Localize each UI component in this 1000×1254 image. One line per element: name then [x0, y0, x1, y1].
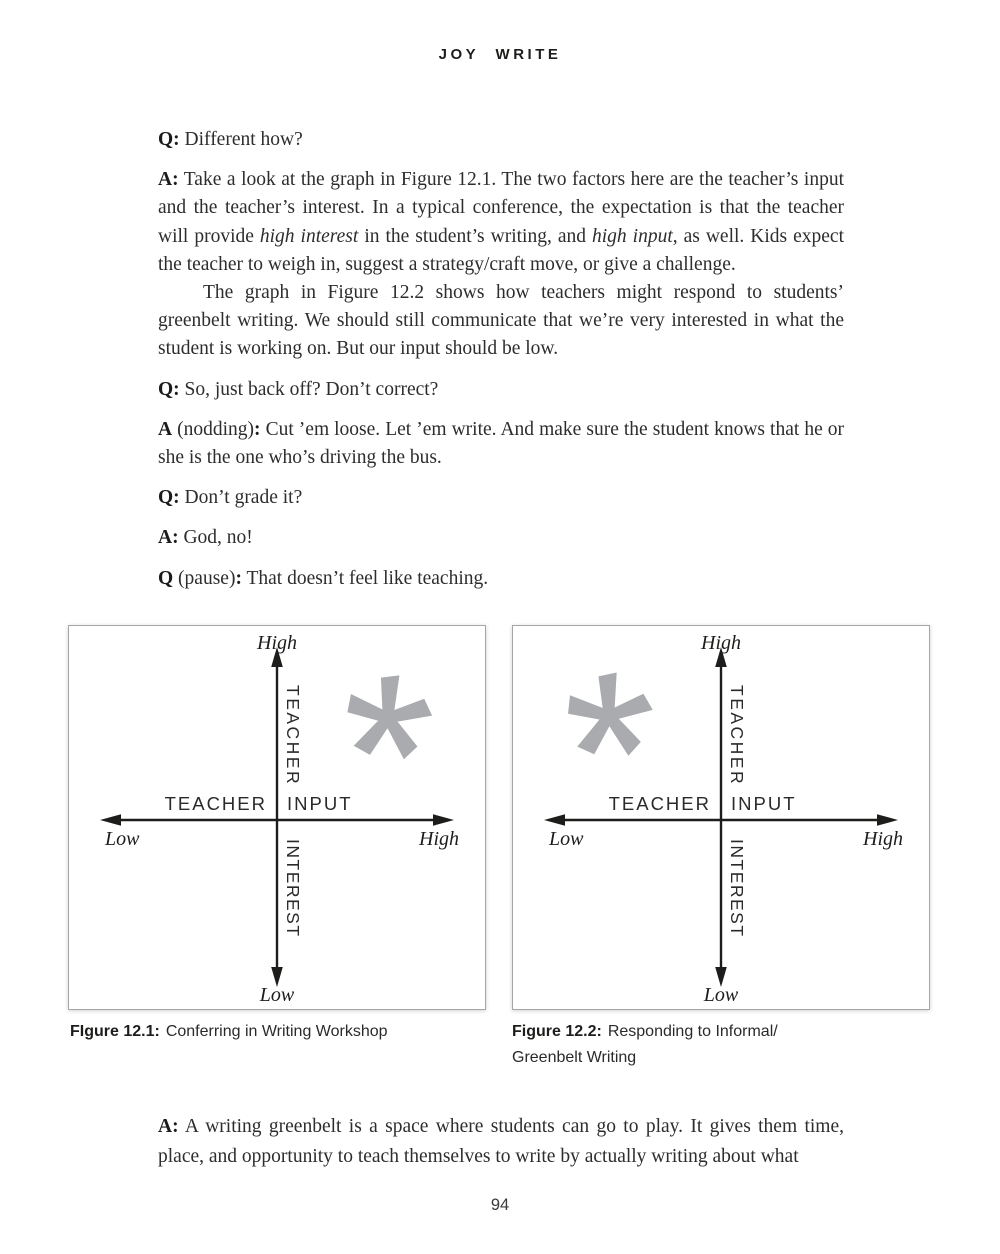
text-column [158, 126, 844, 593]
arrowhead-left-icon [544, 814, 565, 826]
caption-text: Conferring in Writing Workshop [165, 1023, 388, 1040]
asterisk-icon [555, 662, 663, 770]
stage-direction: (nodding) [172, 418, 255, 440]
axis-label-interest: INTEREST [727, 839, 747, 938]
speaker-label: Q [158, 567, 174, 589]
dialogue-text: So, just back off? Don’t correct? [179, 378, 439, 400]
paragraph-text: The graph in Figure 12.2 shows how teachers might respond to students’ greenbelt writing. We should still communicate that we’re very interested in what the student is working on. But our input should be low. [158, 282, 844, 360]
dialogue-text: Take a look at the graph in Figure 12.1. The two factors here are the teacher’s input and the teacher’s interest. In a typical conference, the expectation is that the teacher will provide [158, 169, 844, 247]
caption-text-line2: Greenbelt Writing [512, 1049, 637, 1066]
dialogue-q1 [158, 126, 844, 154]
axis-label-teacher-horizontal: TEACHER [608, 793, 711, 814]
arrowhead-left-icon [100, 814, 121, 826]
axis-label-high-right: High [419, 828, 459, 850]
axis-label-low-left: Low [549, 828, 584, 850]
speaker-label: Q: [158, 129, 180, 150]
figure-12-2-caption [512, 1019, 932, 1071]
dialogue-a4 [158, 1112, 844, 1172]
dialogue-text: in the student’s writing, and [358, 225, 592, 247]
axis-label-high-top: High [257, 632, 297, 654]
speaker-label: A: [158, 1116, 179, 1137]
dialogue-a1 [158, 166, 844, 279]
axis-label-teacher-vertical: TEACHER [283, 685, 303, 787]
emphasized-text: high input [591, 225, 673, 247]
speaker-colon: : [254, 418, 261, 440]
axis-label-low-bottom: Low [703, 984, 739, 1006]
asterisk-icon [334, 664, 442, 772]
speaker-label: A [158, 418, 173, 440]
paragraph-figure-12-2 [158, 279, 844, 364]
dialogue-text: Different how? [179, 129, 303, 150]
dialogue-text: God, no! [178, 527, 253, 549]
axis-label-teacher-horizontal: TEACHER [164, 793, 267, 814]
axis-label-high-right: High [863, 828, 903, 850]
axis-label-high-top: High [701, 632, 741, 654]
arrowhead-right-icon [433, 814, 454, 826]
axis-label-interest: INTEREST [283, 839, 303, 938]
dialogue-text: A writing greenbelt is a space where students can go to play. It gives them time, place, and opportunity to teach themselves to write by actually writing about what [158, 1116, 844, 1167]
speaker-colon: : [235, 567, 242, 589]
figure-12-2-box [512, 625, 930, 1010]
arrowhead-right-icon [877, 814, 898, 826]
dialogue-text: Don’t grade it? [179, 487, 303, 509]
speaker-label: Q: [158, 487, 180, 509]
dialogue-text: Cut ’em loose. Let ’em write. And make sure the student knows that he or she is the one who’s driving the bus. [158, 418, 845, 469]
axis-label-input: INPUT [287, 793, 353, 814]
dialogue-q4 [158, 565, 844, 593]
dialogue-q3 [158, 484, 844, 512]
running-head: JOY WRITE [438, 46, 562, 63]
stage-direction: (pause) [173, 567, 236, 589]
figure-12-1-caption [70, 1019, 490, 1045]
dialogue-a3 [158, 524, 844, 552]
speaker-label: Q: [158, 378, 180, 400]
axis-label-low-left: Low [105, 828, 140, 850]
speaker-label: A: [158, 169, 179, 191]
axis-label-low-bottom: Low [259, 984, 295, 1006]
dialogue-text: , as well. Kids expect the teacher to weigh in, suggest a strategy/craft move, or give a challenge. [158, 225, 844, 275]
axis-label-teacher-vertical: TEACHER [727, 685, 747, 787]
caption-label: Figure 12.2: [512, 1023, 602, 1040]
emphasized-text: high interest [259, 225, 359, 247]
speaker-label: A: [158, 527, 179, 549]
dialogue-text: That doesn’t feel like teaching. [241, 567, 489, 589]
axis-label-input: INPUT [731, 793, 797, 814]
dialogue-q2 [158, 376, 844, 404]
caption-text: Responding to Informal/ [607, 1023, 778, 1040]
caption-label: FIgure 12.1: [70, 1023, 160, 1040]
page-number: 94 [490, 1196, 510, 1214]
figure-12-1-box [68, 625, 486, 1010]
dialogue-a2 [158, 416, 844, 472]
